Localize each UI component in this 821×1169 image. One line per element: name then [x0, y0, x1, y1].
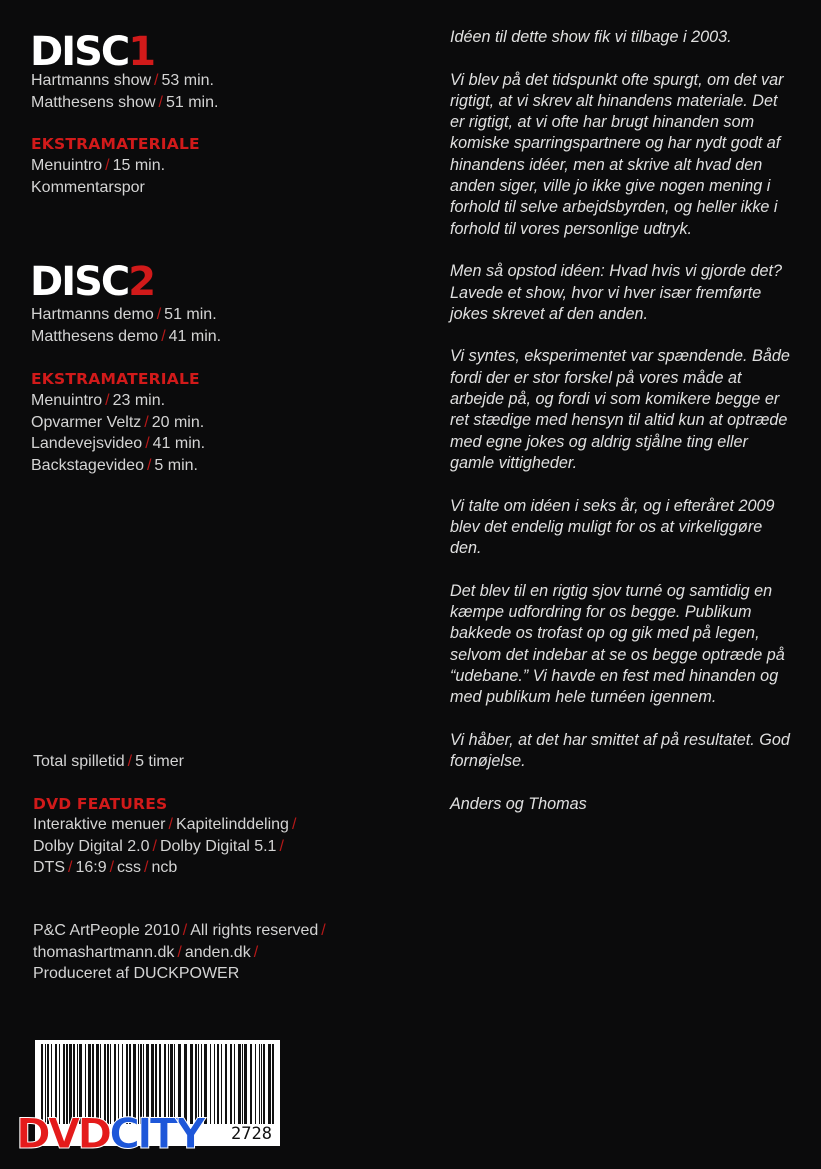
- list-item: [33, 857, 299, 879]
- separator: /: [105, 157, 110, 174]
- logo-dvd: DVD: [16, 1109, 110, 1158]
- description-column: [450, 27, 795, 836]
- barcode-bar: [242, 1044, 243, 1124]
- total-playtime: [33, 751, 184, 773]
- separator: /: [253, 943, 259, 961]
- feature-text: ncb: [151, 859, 178, 876]
- item-label: Opvarmer Veltz: [31, 413, 142, 431]
- separator: /: [146, 456, 152, 474]
- list-item: [33, 942, 329, 964]
- feature-text: Kapitelinddeling: [175, 816, 289, 833]
- separator: /: [105, 392, 110, 409]
- credits-list: [33, 920, 329, 985]
- separator: /: [321, 922, 326, 939]
- barcode-bar: [250, 1044, 252, 1124]
- separator: /: [68, 859, 73, 876]
- disc1-number: 1: [128, 29, 155, 75]
- credit-text: thomashartmann.dk: [33, 943, 175, 961]
- separator: /: [144, 859, 149, 876]
- list-item: [33, 836, 299, 858]
- feature-text: Interaktive menuer: [33, 816, 166, 833]
- item-label: Hartmanns show: [31, 72, 152, 89]
- item-value: 51 min.: [164, 306, 217, 323]
- disc2-main-list: [31, 304, 221, 347]
- separator: /: [177, 943, 182, 961]
- description-paragraph: Vi håber, at det har smittet af på resultatet. God fornøjelse.: [450, 730, 790, 771]
- feature-text: DTS: [33, 859, 65, 876]
- item-label: Landevejsvideo: [31, 435, 143, 452]
- barcode-bar: [272, 1044, 274, 1124]
- list-item: [33, 814, 299, 836]
- item-label: Menuintro: [31, 392, 103, 409]
- separator: /: [144, 413, 149, 431]
- list-item: [31, 304, 221, 326]
- feature-text: Dolby Digital 2.0: [33, 837, 150, 855]
- total-value: 5 timer: [135, 753, 184, 770]
- item-value: 15 min.: [112, 157, 166, 174]
- barcode-bar: [238, 1044, 241, 1124]
- barcode-bar: [234, 1044, 235, 1124]
- item-value: 23 min.: [112, 392, 166, 409]
- credit-text: Produceret af DUCKPOWER: [33, 965, 240, 982]
- disc2-prefix: DISC: [30, 259, 129, 305]
- barcode-bar: [259, 1044, 260, 1124]
- credit-text: P&C ArtPeople 2010: [33, 922, 180, 939]
- disc1-main-list: [31, 70, 218, 113]
- feature-text: css: [117, 859, 142, 876]
- credit-text: anden.dk: [184, 943, 251, 961]
- list-item: [31, 177, 165, 199]
- separator: /: [154, 72, 159, 89]
- item-label: Matthesens show: [31, 93, 156, 111]
- separator: /: [158, 93, 163, 111]
- credit-text: All rights reserved: [190, 922, 319, 939]
- dvd-features-list: [33, 814, 299, 879]
- barcode-bar: [204, 1044, 207, 1124]
- disc2-extras-list: [31, 390, 205, 476]
- description-paragraph: Det blev til en rigtig sjov turné og samtidig en kæmpe udfordring for os begge. Publikum bakkede os trofast op og gik med på legen, selvom det indebar at se os begge optræde på “udebane.” Vi havde en fest med hinanden og med publikum hele turnéen igennem.: [450, 581, 785, 707]
- item-label: Matthesens demo: [31, 327, 159, 345]
- item-value: 41 min.: [152, 435, 206, 452]
- disc2-extras-heading: EKSTRAMATERIALE: [31, 370, 200, 388]
- separator: /: [127, 753, 133, 770]
- item-value: 20 min.: [151, 413, 205, 431]
- disc1-heading: [30, 29, 155, 75]
- separator: /: [152, 837, 157, 855]
- item-value: 5 min.: [154, 456, 198, 474]
- list-item: [33, 963, 329, 985]
- item-value: 41 min.: [168, 327, 222, 345]
- barcode-bar: [225, 1044, 227, 1124]
- list-item: [33, 920, 329, 942]
- barcode-bar: [255, 1044, 256, 1124]
- disc1-extras-list: [31, 155, 165, 198]
- list-item: [31, 155, 165, 177]
- feature-text: 16:9: [75, 859, 107, 876]
- separator: /: [291, 816, 297, 833]
- list-item: [31, 390, 205, 412]
- barcode-bar: [244, 1044, 247, 1124]
- separator: /: [109, 859, 115, 876]
- list-item: [31, 92, 218, 114]
- barcode-bar: [261, 1044, 262, 1124]
- separator: /: [145, 435, 150, 452]
- disc2-heading: [30, 259, 155, 305]
- item-label: Kommentarspor: [31, 178, 145, 196]
- list-item: [31, 326, 221, 348]
- item-label: Backstagevideo: [31, 456, 144, 474]
- dvdcity-watermark-logo: [16, 1109, 219, 1158]
- separator: /: [279, 837, 284, 855]
- logo-city: CITY: [109, 1109, 203, 1158]
- copyright-mark: ©: [207, 1125, 219, 1138]
- item-value: 51 min.: [165, 93, 219, 111]
- list-item: [31, 70, 218, 92]
- feature-text: Dolby Digital 5.1: [159, 837, 277, 855]
- item-label: Hartmanns demo: [31, 306, 154, 323]
- description-paragraph: Vi syntes, eksperimentet var spændende. Både fordi der er stor forskel på vores måde at arbejde på, og fordi vi som komikere begge er ret stædige med hensyn til altid kun at optræde med egne jokes og aldrig stjålne ting eller gamle vittigheder.: [450, 347, 790, 472]
- total-row: [33, 751, 184, 773]
- separator: /: [156, 306, 162, 323]
- description-paragraph: Vi blev på det tidspunkt ofte spurgt, om det var rigtigt, at vi skrev alt hinandens materiale. Det er rigtigt, at vi ofte har brugt hinanden som komiske sparringspartnere og har nydt godt af hinandens idéer, men at skrive alt hvad den anden siger, ville jo ikke give nogen mening i forhold til selve arbejdsbyrden, og heller ikke i forhold til vores personlige udtryk.: [450, 70, 784, 238]
- barcode-bar: [268, 1044, 271, 1124]
- signature: Anders og Thomas: [450, 794, 587, 813]
- separator: /: [168, 816, 173, 833]
- separator: /: [182, 922, 188, 939]
- list-item: [31, 433, 205, 455]
- disc1-prefix: DISC: [30, 29, 129, 75]
- disc2-number: 2: [128, 259, 155, 305]
- description-paragraph: Men så opstod idéen: Hvad hvis vi gjorde det? Lavede et show, hvor vi hver især fremførte jokes skrevet af den anden.: [450, 262, 783, 323]
- barcode-bar: [230, 1044, 232, 1124]
- list-item: [31, 455, 205, 477]
- barcode-digits: 2728: [231, 1124, 272, 1144]
- list-item: [31, 412, 205, 434]
- item-value: 53 min.: [161, 72, 214, 89]
- total-label: Total spilletid: [33, 753, 125, 770]
- barcode-bar: [221, 1044, 222, 1124]
- item-label: Menuintro: [31, 157, 103, 174]
- description-paragraph: Vi talte om idéen i seks år, og i efteråret 2009 blev det endelig muligt for os at virkeliggøre den.: [450, 496, 775, 558]
- dvd-features-heading: DVD FEATURES: [33, 795, 168, 813]
- description-paragraph: Idéen til dette show fik vi tilbage i 2003.: [450, 28, 732, 46]
- separator: /: [161, 327, 166, 345]
- disc1-extras-heading: EKSTRAMATERIALE: [31, 135, 200, 153]
- barcode-bar: [263, 1044, 265, 1124]
